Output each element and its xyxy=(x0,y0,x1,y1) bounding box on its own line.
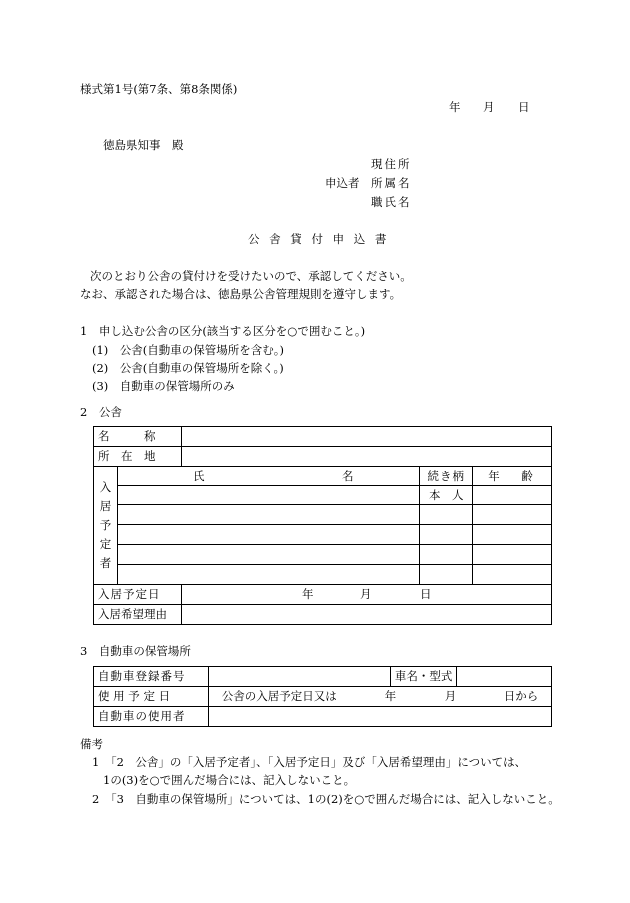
intro-line-1: 次のとおり公舎の貸付けを受けたいので、承認してください。 xyxy=(90,269,412,283)
parking-table xyxy=(93,666,552,727)
move-in-date-field[interactable]: 年 月 日 xyxy=(181,585,551,605)
residence-location-field[interactable] xyxy=(181,447,551,467)
intro-line-2: なお、承認された場合は、徳島県公舎管理規則を遵守します。 xyxy=(80,287,402,301)
section1-option-2: (2) 公舎(自動車の保管場所を除く。) xyxy=(92,361,284,375)
resident-age-cell[interactable] xyxy=(473,565,552,585)
date-month-label: 月 xyxy=(483,100,495,114)
applicant-label: 申込者 xyxy=(325,176,360,190)
date-day-label: 日 xyxy=(518,100,530,114)
resident-age-cell[interactable] xyxy=(473,525,552,545)
resident-name-cell[interactable] xyxy=(117,505,419,525)
car-user-label: 自動車の使用者 xyxy=(94,707,209,727)
resident-name-cell[interactable] xyxy=(117,545,419,565)
car-model-label: 車名・型式 xyxy=(390,667,457,687)
note-2: 2 「3 自動車の保管場所」については、1の(2)を○で囲んだ場合には、記入しないこと。 xyxy=(92,792,560,806)
use-date-label: 使 用 予 定 日 xyxy=(94,687,209,707)
col-header-name: 氏 名 xyxy=(117,467,419,486)
car-user-field[interactable] xyxy=(208,707,551,727)
section3-heading: 3 自動車の保管場所 xyxy=(80,644,191,658)
section2-heading: 2 公舎 xyxy=(80,405,122,419)
resident-name-cell[interactable] xyxy=(117,525,419,545)
resident-age-cell[interactable] xyxy=(473,545,552,565)
move-in-date-label: 入居予定日 xyxy=(94,585,182,605)
address-label: 現住所 xyxy=(371,157,412,171)
reason-field[interactable] xyxy=(181,605,551,625)
resident-relation-cell[interactable] xyxy=(420,505,473,525)
reason-label: 入居希望理由 xyxy=(94,605,182,625)
date-year-label: 年 xyxy=(449,100,461,114)
affiliation-label: 所属名 xyxy=(371,176,412,190)
reg-number-field[interactable] xyxy=(208,667,390,687)
resident-relation-cell[interactable] xyxy=(420,525,473,545)
col-header-age: 年 齢 xyxy=(473,467,552,486)
reg-number-label: 自動車登録番号 xyxy=(94,667,209,687)
use-date-field[interactable]: 公舎の入居予定日又は 年 月 日から xyxy=(208,687,551,707)
notes-heading: 備考 xyxy=(80,737,103,751)
form-number: 様式第1号(第7条、第8条関係) xyxy=(80,82,238,96)
resident-name-cell[interactable] xyxy=(117,486,419,505)
resident-name-cell[interactable] xyxy=(117,565,419,585)
addressee: 徳島県知事 殿 xyxy=(103,138,184,152)
residence-name-field[interactable] xyxy=(181,427,551,447)
resident-age-cell[interactable] xyxy=(473,505,552,525)
residence-location-label: 所 在 地 xyxy=(94,447,182,467)
section1-option-3: (3) 自動車の保管場所のみ xyxy=(92,379,235,393)
section1-heading: 1 申し込む公舎の区分(該当する区分を○で囲むこと。) xyxy=(80,324,366,338)
note-1-line-2: 1の(3)を○で囲んだ場合には、記入しないこと。 xyxy=(103,773,356,787)
col-header-relation: 続き柄 xyxy=(420,467,473,486)
car-model-field[interactable] xyxy=(457,667,552,687)
note-1-line-1: 1 「2 公舎」の「入居予定者」、「入居予定日」及び「入居希望理由」については、 xyxy=(92,755,527,769)
residence-table xyxy=(93,426,552,625)
resident-relation-cell[interactable] xyxy=(420,545,473,565)
resident-age-cell[interactable] xyxy=(473,486,552,505)
resident-relation-cell[interactable] xyxy=(420,565,473,585)
section1-option-1: (1) 公舎(自動車の保管場所を含む。) xyxy=(92,343,285,357)
resident-label: 入 居 予 定 者 xyxy=(94,467,118,585)
document-title: 公 舎 貸 付 申 込 書 xyxy=(248,232,390,246)
title-name-label: 職氏名 xyxy=(371,195,412,209)
self-label: 本 人 xyxy=(420,486,473,505)
residence-name-label: 名 称 xyxy=(94,427,182,447)
